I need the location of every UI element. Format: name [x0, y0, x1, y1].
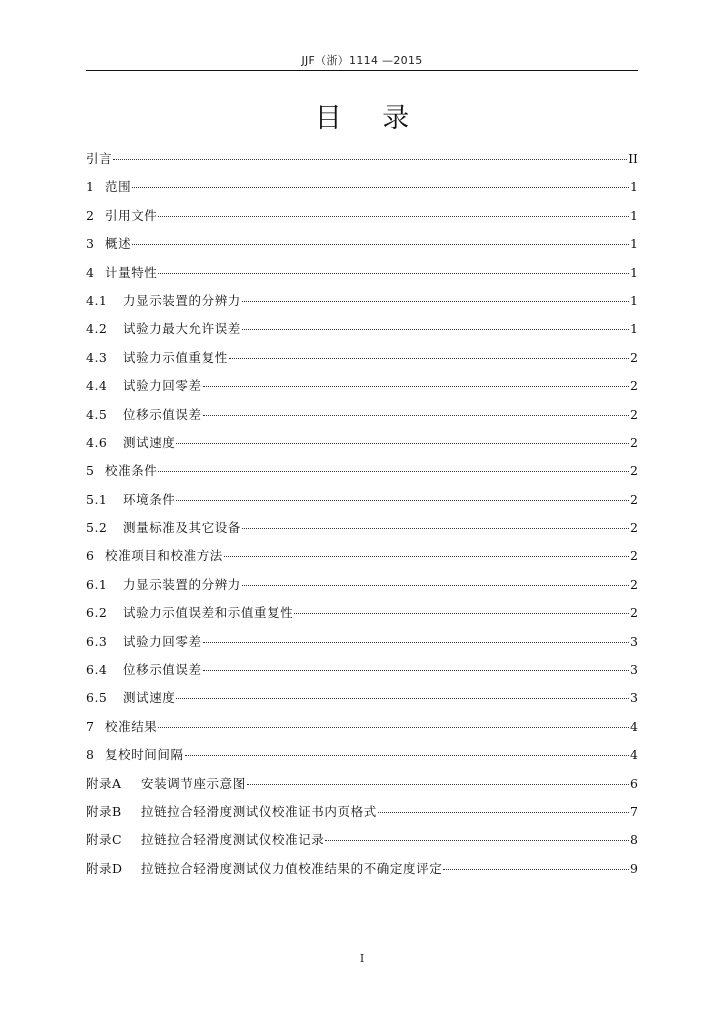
toc-entry-page: 1 — [630, 207, 638, 223]
toc-entry-page: 9 — [630, 860, 638, 876]
standard-code-header: JJF（浙）1114 —2015 — [301, 54, 423, 67]
toc-entry-number: 2 — [86, 207, 95, 223]
toc-entry-label: 拉链拉合轻滑度测试仪校准记录 — [141, 832, 325, 848]
toc-entry-page: II — [628, 151, 638, 166]
toc-entry-label: 试验力示值重复性 — [123, 349, 228, 365]
toc-dot-leader — [242, 522, 629, 529]
toc-entry-page: 2 — [630, 378, 638, 394]
toc-entry-page: 8 — [630, 832, 638, 848]
toc-entry[interactable] — [86, 401, 638, 429]
toc-entry-label: 位移示值误差 — [123, 662, 202, 678]
toc-dot-leader — [242, 579, 629, 586]
toc-dot-leader — [325, 834, 629, 841]
toc-entry-label: 安装调节座示意图 — [141, 775, 246, 791]
toc-entry-label: 校准结果 — [105, 718, 158, 734]
toc-dot-leader — [176, 494, 629, 501]
toc-entry[interactable] — [86, 855, 638, 883]
toc-entry-page: 1 — [630, 264, 638, 280]
toc-dot-leader — [185, 749, 629, 756]
toc-dot-leader — [443, 863, 629, 870]
toc-dot-leader — [203, 636, 629, 643]
toc-entry-label: 试验力回零差 — [123, 378, 202, 394]
toc-entry[interactable] — [86, 344, 638, 372]
toc-dot-leader — [242, 323, 629, 330]
toc-entry[interactable] — [86, 713, 638, 741]
toc-entry[interactable] — [86, 230, 638, 258]
toc-dot-leader — [247, 778, 629, 785]
toc-dot-leader — [132, 181, 629, 188]
toc-dot-leader — [158, 210, 629, 217]
toc-entry[interactable] — [86, 457, 638, 485]
toc-entry[interactable] — [86, 259, 638, 287]
toc-entry-label: 试验力回零差 — [123, 633, 202, 649]
toc-entry-page: 2 — [630, 520, 638, 536]
toc-entry-number: 1 — [86, 179, 95, 195]
toc-entry-page: 2 — [630, 491, 638, 507]
toc-entry-number: 4.2 — [86, 321, 108, 337]
toc-entry-label: 环境条件 — [123, 491, 176, 507]
toc-entry-page: 1 — [630, 236, 638, 252]
toc-entry[interactable] — [86, 287, 638, 315]
toc-dot-leader — [203, 664, 629, 671]
toc-entry[interactable] — [86, 514, 638, 542]
toc-entry-page: 3 — [630, 690, 638, 706]
toc-entry-label: 拉链拉合轻滑度测试仪校准证书内页格式 — [141, 803, 377, 819]
header-rule — [86, 70, 638, 71]
toc-dot-leader — [176, 692, 629, 699]
toc-entry-page: 1 — [630, 179, 638, 195]
toc-dot-leader — [158, 721, 629, 728]
table-of-contents — [86, 145, 638, 883]
toc-dot-leader — [229, 352, 629, 359]
toc-entry-page: 7 — [630, 803, 638, 819]
toc-entry-page: 6 — [630, 775, 638, 791]
toc-entry-number: 4 — [86, 264, 95, 280]
toc-entry[interactable] — [86, 770, 638, 798]
toc-entry[interactable] — [86, 656, 638, 684]
toc-entry-page: 2 — [630, 406, 638, 422]
toc-entry[interactable] — [86, 202, 638, 230]
page-number: I — [359, 952, 365, 965]
toc-entry-label: 概述 — [105, 236, 132, 252]
toc-entry-label: 范围 — [105, 179, 132, 195]
toc-entry-number: 附录D — [86, 860, 123, 876]
toc-entry-label: 力显示装置的分辨力 — [123, 576, 241, 592]
toc-entry-label: 测量标准及其它设备 — [123, 520, 241, 536]
toc-entry-number: 3 — [86, 236, 95, 252]
toc-entry[interactable] — [86, 372, 638, 400]
toc-dot-leader — [132, 238, 629, 245]
toc-entry-page: 1 — [630, 321, 638, 337]
toc-entry[interactable] — [86, 684, 638, 712]
toc-entry[interactable] — [86, 798, 638, 826]
toc-entry-page: 2 — [630, 349, 638, 365]
toc-entry-number: 6.4 — [86, 662, 108, 678]
toc-entry-number: 附录C — [86, 832, 123, 848]
toc-entry-label: 试验力示值误差和示值重复性 — [123, 605, 294, 621]
toc-entry-label: 引言 — [86, 151, 113, 166]
toc-entry-page: 3 — [630, 662, 638, 678]
toc-entry-label: 测试速度 — [123, 434, 176, 450]
toc-entry-number: 5 — [86, 463, 95, 479]
toc-entry-label: 复校时间间隔 — [105, 747, 184, 763]
toc-dot-leader — [242, 295, 629, 302]
toc-entry[interactable] — [86, 741, 638, 769]
toc-entry-page: 2 — [630, 605, 638, 621]
toc-entry-number: 5.1 — [86, 491, 108, 507]
toc-entry-number: 6.5 — [86, 690, 108, 706]
toc-entry[interactable] — [86, 826, 638, 854]
toc-entry[interactable] — [86, 315, 638, 343]
toc-entry-number: 4.3 — [86, 349, 108, 365]
toc-entry[interactable] — [86, 542, 638, 570]
toc-entry-number: 6.1 — [86, 576, 108, 592]
toc-dot-leader — [224, 550, 629, 557]
toc-dot-leader — [113, 153, 627, 160]
toc-entry-number: 附录B — [86, 803, 122, 819]
toc-entry-label: 校准条件 — [105, 463, 158, 479]
toc-entry-page: 2 — [630, 463, 638, 479]
toc-entry[interactable] — [86, 145, 638, 173]
toc-dot-leader — [378, 806, 629, 813]
page-title: 目 录 — [314, 103, 426, 134]
toc-entry-number: 6.2 — [86, 605, 108, 621]
toc-dot-leader — [158, 465, 629, 472]
toc-entry-page: 2 — [630, 576, 638, 592]
toc-entry[interactable] — [86, 173, 638, 201]
toc-entry-page: 3 — [630, 633, 638, 649]
toc-entry-number: 8 — [86, 747, 95, 763]
toc-entry[interactable] — [86, 628, 638, 656]
toc-entry-number: 6.3 — [86, 633, 108, 649]
toc-entry-number: 5.2 — [86, 520, 108, 536]
toc-entry-label: 引用文件 — [105, 207, 158, 223]
toc-entry-number: 6 — [86, 548, 95, 564]
toc-entry-page: 2 — [630, 548, 638, 564]
toc-entry-label: 位移示值误差 — [123, 406, 202, 422]
toc-dot-leader — [176, 437, 629, 444]
toc-entry-number: 4.4 — [86, 378, 108, 394]
toc-dot-leader — [203, 409, 629, 416]
toc-entry-page: 4 — [630, 747, 638, 763]
toc-entry-page: 2 — [630, 434, 638, 450]
toc-dot-leader — [294, 607, 629, 614]
toc-entry[interactable] — [86, 571, 638, 599]
toc-entry[interactable] — [86, 486, 638, 514]
toc-entry-page: 4 — [630, 718, 638, 734]
toc-entry-page: 1 — [630, 292, 638, 308]
toc-entry[interactable] — [86, 599, 638, 627]
toc-entry-label: 校准项目和校准方法 — [105, 548, 223, 564]
toc-entry-number: 4.5 — [86, 406, 108, 422]
toc-entry-label: 计量特性 — [105, 264, 158, 280]
toc-entry-label: 拉链拉合轻滑度测试仪力值校准结果的不确定度评定 — [141, 860, 443, 876]
toc-entry[interactable] — [86, 429, 638, 457]
toc-entry-number: 4.6 — [86, 434, 108, 450]
toc-entry-number: 7 — [86, 718, 95, 734]
toc-dot-leader — [203, 380, 629, 387]
toc-entry-number: 附录A — [86, 775, 122, 791]
toc-entry-label: 测试速度 — [123, 690, 176, 706]
toc-dot-leader — [158, 267, 629, 274]
toc-entry-number: 4.1 — [86, 292, 108, 308]
toc-entry-label: 力显示装置的分辨力 — [123, 292, 241, 308]
toc-entry-label: 试验力最大允许误差 — [123, 321, 241, 337]
